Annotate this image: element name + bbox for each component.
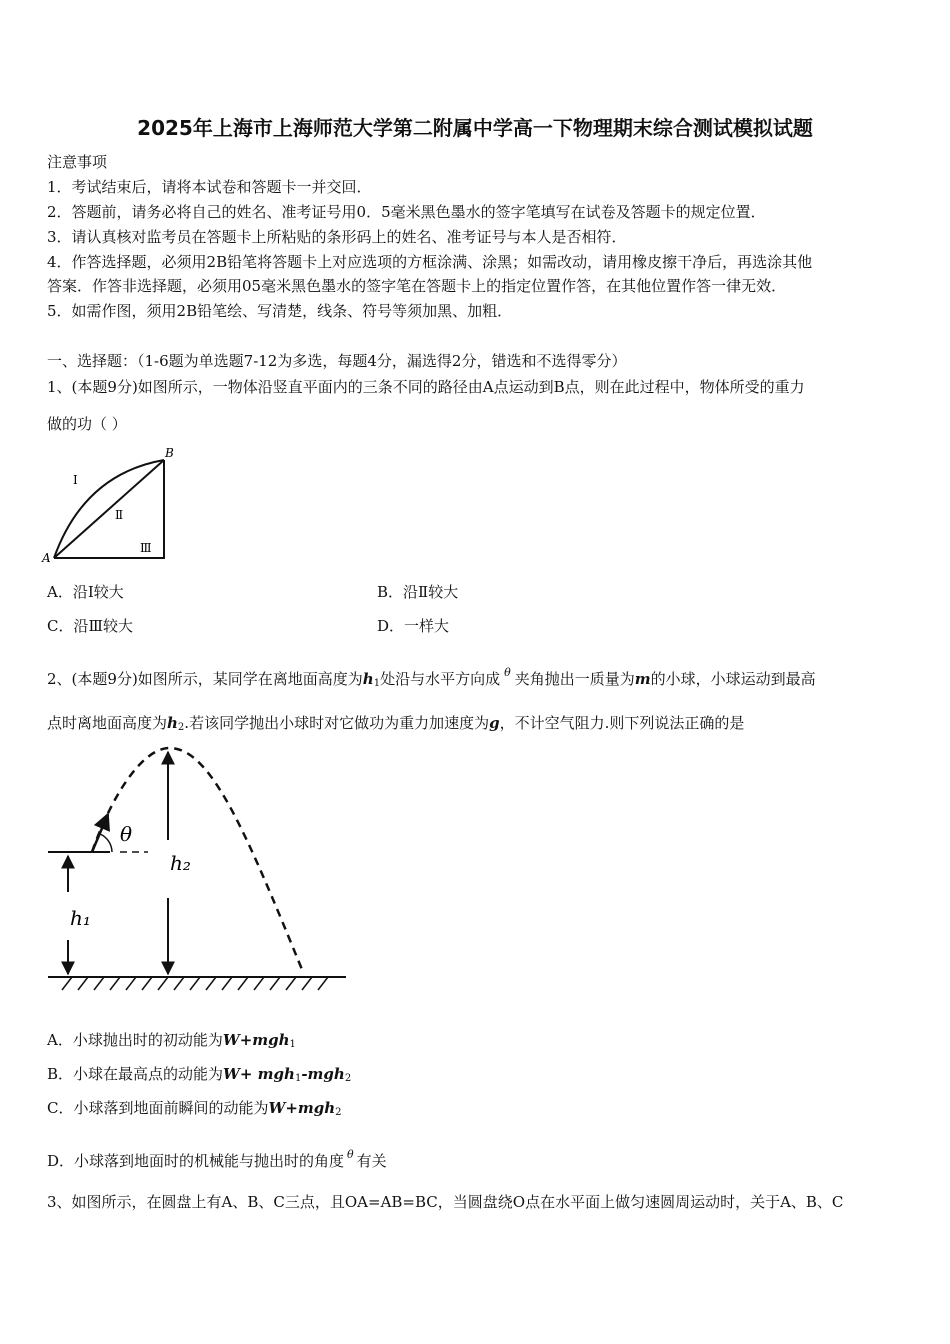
page-title: 2025年上海市上海师范大学第二附属中学高一下物理期末综合测试模拟试题 bbox=[137, 116, 813, 140]
q2-option-c: C．小球落到地面前瞬间的动能为W+mgh$_2$ bbox=[47, 1099, 342, 1118]
q2-label-h2: h₂ bbox=[170, 851, 191, 875]
notice-heading: 注意事项 bbox=[47, 153, 108, 171]
q1-label-b: B bbox=[165, 446, 174, 460]
q1-label-a: A bbox=[42, 551, 51, 565]
notice-item-4: 4．作答选择题，必须用2B铅笔将答题卡上对应选项的方框涂满、涂黑；如需改动，请用橡皮擦干净后，再选涂其他 bbox=[47, 253, 813, 271]
notice-item-3: 3．请认真核对监考员在答题卡上所粘贴的条形码上的姓名、准考证号与本人是否相符． bbox=[47, 228, 627, 246]
notice-item-1: 1．考试结束后，请将本试卷和答题卡一并交回． bbox=[47, 178, 372, 196]
q2-option-a: A．小球抛出时的初动能为W+mgh$_1$ bbox=[47, 1031, 296, 1050]
q1-option-d: D．一样大 bbox=[377, 617, 450, 635]
theta-symbol: θ bbox=[504, 666, 511, 679]
q1-label-path3: Ⅲ bbox=[140, 541, 152, 555]
q2-label-theta: θ bbox=[120, 822, 133, 846]
q1-option-b: B．沿Ⅱ较大 bbox=[377, 583, 459, 601]
q1-path-figure bbox=[40, 442, 190, 567]
section-heading: 一、选择题：（1-6题为单选题7-12为多选，每题4分，漏选得2分，错选和不选得零分） bbox=[47, 352, 627, 370]
notice-item-5: 5．如需作图，须用2B铅笔绘、写清楚，线条、符号等须加黑、加粗． bbox=[47, 302, 513, 320]
q1-label-path2: Ⅱ bbox=[115, 508, 124, 522]
q1-option-a: A．沿Ⅰ较大 bbox=[47, 583, 124, 601]
q1-stem-line2: 做的功（ ） bbox=[47, 415, 127, 433]
notice-item-4-cont: 答案．作答非选择题，必须用05毫米黑色墨水的签字笔在答题卡上的指定位置作答，在其他位置作答一律无效． bbox=[47, 277, 787, 295]
q2-velocity-arrow bbox=[92, 814, 108, 852]
q2-label-h1: h₁ bbox=[70, 906, 91, 930]
q2-option-d: D．小球落到地面时的机械能与抛出时的角度 $^\theta$ 有关 bbox=[47, 1148, 387, 1170]
q2-stem-line1: 2、(本题9分)如图所示，某同学在离地面高度为$h_1$处沿与水平方向成 $^\theta$ 夹角抛出一质量为m的小球，小球运动到最高 bbox=[47, 666, 816, 689]
q2-trajectory bbox=[92, 748, 303, 972]
q1-stem-line1: 1、(本题9分)如图所示，一物体沿竖直平面内的三条不同的路径由A点运动到B点，则在此过程中，物体所受的重力 bbox=[47, 378, 805, 396]
q2-projectile-figure bbox=[40, 740, 360, 1000]
theta-symbol: θ bbox=[347, 1148, 354, 1161]
q1-option-c: C．沿Ⅲ较大 bbox=[47, 617, 133, 635]
notice-item-2: 2．答题前，请务必将自己的姓名、准考证号用0．5毫米黑色墨水的签字笔填写在试卷及答题卡的规定位置． bbox=[47, 203, 766, 221]
q1-label-path1: Ⅰ bbox=[73, 473, 78, 487]
q2-ground-hatch bbox=[62, 977, 328, 990]
q3-stem-line1: 3、如图所示，在圆盘上有A、B、C三点，且OA=AB=BC，当圆盘绕O点在水平面上做匀速圆周运动时，关于A、B、C bbox=[47, 1193, 844, 1211]
q2-angle-arc bbox=[100, 834, 112, 852]
q2-option-b: B．小球在最高点的动能为W+ mgh$_1$-mgh$_2$ bbox=[47, 1065, 352, 1084]
q2-stem-line2: 点时离地面高度为$h_2$.若该同学抛出小球时对它做功为重力加速度为g，不计空气阻力.则下列说法正确的是 bbox=[47, 714, 745, 733]
